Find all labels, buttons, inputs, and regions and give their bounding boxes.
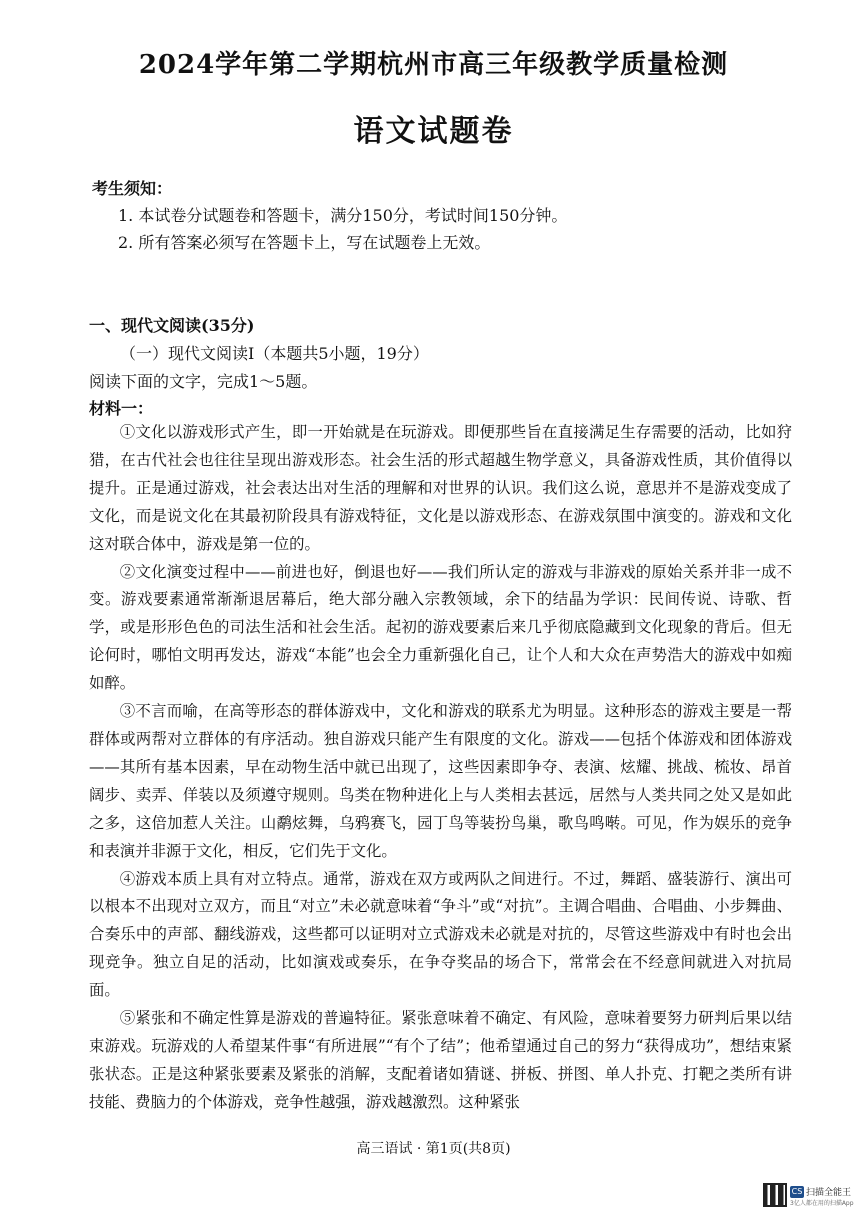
scanner-logo-icon: CS xyxy=(791,1187,803,1196)
scanner-tagline: 3亿人都在用的扫描App xyxy=(790,1200,854,1207)
page-footer: 高三语试 · 第1页(共8页) xyxy=(356,1141,511,1157)
exam-title: 2024学年第二学期杭州市高三年级教学质量检测 xyxy=(138,50,729,80)
paper-subtitle: 语文试题卷 xyxy=(353,114,514,149)
section-heading: 一、现代文阅读(35分) xyxy=(89,316,255,335)
qr-code-icon xyxy=(763,1183,787,1207)
notice-item-1: 1. 本试卷分试题卷和答题卡，满分150分，考试时间150分钟。 xyxy=(118,206,568,225)
paragraph-2: ②文化演变过程中——前进也好，倒退也好——我们所认定的游戏与非游戏的原始关系并非一成不变。游戏要素通常渐渐退居幕后，绝大部分融入宗教领域，余下的结晶为学识：民间传说、诗歌、哲学，或是形形色色的司法生活和社会生活。起初的游戏要素后来几乎彻底隐藏到文化现象的背后。但无论何时，哪怕文明再发达，游戏“本能”也会全力重新强化自己，让个人和大众在声势浩大的游戏中如痴如醉。 xyxy=(89,562,792,693)
paragraph-3: ③不言而喻，在高等形态的群体游戏中，文化和游戏的联系尤为明显。这种形态的游戏主要是一帮群体或两帮对立群体的有序活动。独自游戏只能产生有限度的文化。游戏——包括个体游戏和团体游戏——其所有基本因素，早在动物生活中就已出现了，这些因素即争夺、表演、炫耀、挑战、梳妆、昂首阔步、卖弄、佯装以及须遵守规则。鸟类在物种进化上与人类相去甚远，居然与人类共同之处又是如此之多，这倍加惹人关注。山鹬炫舞，乌鸦赛飞，园丁鸟等装扮鸟巢，歌鸟鸣啭。可见，作为娱乐的竞争和表演并非源于文化，相反，它们先于文化。 xyxy=(89,702,792,860)
notice-heading: 考生须知： xyxy=(92,179,173,198)
material-body xyxy=(89,419,792,1117)
paragraph-5: ⑤紧张和不确定性算是游戏的普遍特征。紧张意味着不确定、有风险，意味着要努力研判后果以结束游戏。玩游戏的人希望某件事“有所进展”“有个了结”；他希望通过自己的努力“获得成功”，想结束紧张状态。正是这种紧张要素及紧张的消解，支配着诸如猜谜、拼板、拼图、单人扑克、打靶之类所有讲技能、费脑力的个体游戏，竞争性越强，游戏越激烈。这种紧张 xyxy=(89,1009,792,1111)
paragraph-1: ①文化以游戏形式产生，即一开始就是在玩游戏。即便那些旨在直接满足生存需要的活动，比如狩猎，在古代社会也往往呈现出游戏形态。社会生活的形式超越生物学意义，具备游戏性质，其价值得以提升。正是通过游戏，社会表达出对生活的理解和对世界的认识。我们这么说，意思并不是游戏变成了文化，而是说文化在其最初阶段具有游戏特征，文化是以游戏形态、在游戏氛围中演变的。游戏和文化这对联合体中，游戏是第一位的。 xyxy=(89,423,792,553)
scanner-watermark xyxy=(790,1184,854,1207)
notice-item-2: 2. 所有答案必须写在答题卡上，写在试题卷上无效。 xyxy=(118,233,491,252)
scanner-name: 扫描全能王 xyxy=(806,1188,852,1198)
paragraph-4: ④游戏本质上具有对立特点。通常，游戏在双方或两队之间进行。不过，舞蹈、盛装游行、演出可以根本不出现对立双方，而且“对立”未必就意味着“争斗”或“对抗”。主调合唱曲、合唱曲、小步舞曲、合奏乐中的声部、翻线游戏，这些都可以证明对立式游戏未必就是对抗的，尽管这些游戏中有时也会出现竞争。独立自足的活动，比如演戏或奏乐，在争夺奖品的场合下，常常会在不经意间就进入对抗局面。 xyxy=(89,869,792,1000)
material-label: 材料一： xyxy=(89,399,154,418)
section-subheading: （一）现代文阅读Ⅰ（本题共5小题，19分） xyxy=(120,344,429,363)
reading-instruction: 阅读下面的文字，完成1～5题。 xyxy=(89,372,318,391)
